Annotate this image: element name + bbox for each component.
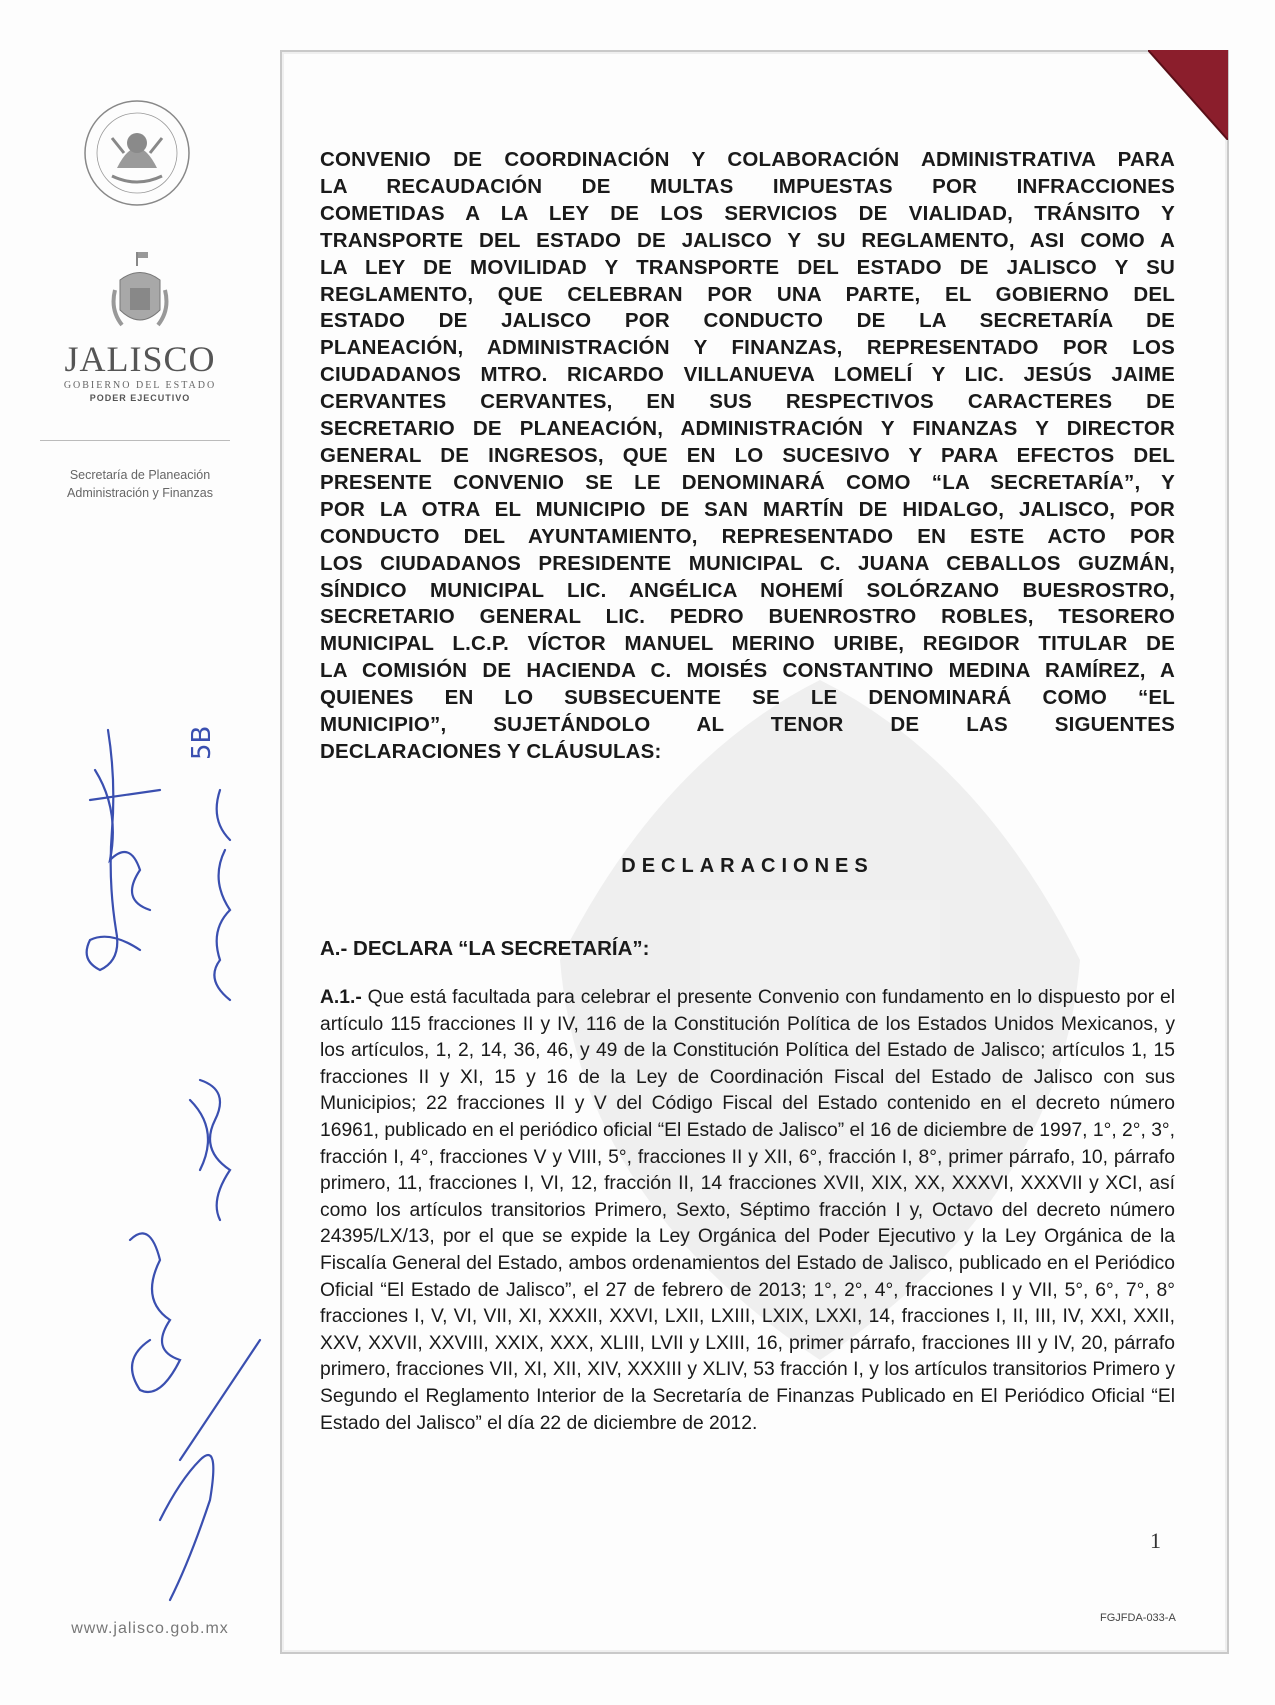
document-code: FGJFDA-033-A bbox=[1100, 1612, 1176, 1624]
secretaria-line-2: Administración y Finanzas bbox=[67, 486, 213, 500]
corner-accent-icon bbox=[1148, 50, 1228, 140]
title-line: ESTADO DE JALISCO POR CONDUCTO DE LA SECRETARÍA DE bbox=[320, 309, 1175, 333]
brand-name: JALISCO bbox=[64, 339, 216, 379]
declarations-heading: DECLARACIONES bbox=[621, 855, 874, 877]
agreement-title bbox=[320, 147, 1175, 766]
title-line: LOS CIUDADANOS PRESIDENTE MUNICIPAL C. JUANA CEBALLOS GUZMÁN, bbox=[320, 551, 1175, 575]
paragraph-a1 bbox=[320, 985, 1175, 1437]
title-line: SECRETARIO GENERAL LIC. PEDRO BUENROSTRO ROBLES, TESORERO bbox=[320, 605, 1175, 629]
sidebar-divider bbox=[40, 440, 230, 441]
section-a-heading: A.- DECLARA “LA SECRETARÍA”: bbox=[320, 937, 650, 960]
brand-subtitle: GOBIERNO DEL ESTADO bbox=[63, 380, 217, 391]
handwritten-signatures bbox=[60, 700, 270, 1620]
title-line: REGLAMENTO, QUE CELEBRAN POR UNA PARTE, EL GOBIERNO DEL bbox=[320, 282, 1175, 306]
title-line: PLANEACIÓN, ADMINISTRACIÓN Y FINANZAS, REPRESENTADO POR LOS bbox=[320, 336, 1175, 360]
title-line: COMETIDAS A LA LEY DE LOS SERVICIOS DE VIALIDAD, TRÁNSITO Y bbox=[320, 201, 1175, 225]
page-number: 1 bbox=[1150, 1528, 1161, 1553]
title-line: MUNICIPIO”, SUJETÁNDOLO AL TENOR DE LAS SIGUENTES bbox=[320, 713, 1175, 737]
title-line: SÍNDICO MUNICIPAL LIC. ANGÉLICA NOHEMÍ SOLÓRZANO BUESROSTRO, bbox=[320, 578, 1175, 602]
sidebar bbox=[0, 0, 245, 1705]
secretaria-line-1: Secretaría de Planeación bbox=[69, 468, 211, 482]
margin-note: 5B bbox=[187, 725, 217, 760]
website-url: www.jalisco.gob.mx bbox=[71, 1620, 229, 1637]
title-line: LA RECAUDACIÓN DE MULTAS IMPUESTAS POR INFRACCIONES bbox=[320, 174, 1175, 198]
title-line: CIUDADANOS MTRO. RICARDO VILLANUEVA LOMELÍ Y LIC. JESÚS JAIME bbox=[320, 363, 1175, 387]
brand-subtitle-2: PODER EJECUTIVO bbox=[89, 393, 191, 403]
secretaria-label bbox=[40, 466, 240, 502]
paragraph-a1-text: Que está facultada para celebrar el presente Convenio con fundamento en lo dispuesto por el artículo 115 fracciones II y IV, 116 de la Constitución Política de los Estados Unidos Mexicanos, y los artículos, 1, 2, 14, 36, 46, y 49 de la Constitución Política del Estado de Jalisco; artículos 1, 15 fracciones II y XI, 15 y 16 de la Ley de Coordinación Fiscal del Estado de Jalisco con sus Municipios; 22 fracciones II y V del Código Fiscal del Estado contenido en el decreto número 16961, publicado en el periódico oficial “El Estado de Jalisco” el 16 de diciembre de 1997, 1°, 2°, 3°, fracción I, 4°, fracciones V y VIII, 5°, fracciones II y XII, 6°, fracción I, 8°, primer párrafo, 10, párrafo primero, 11, fracciones I, VI, 12, fracción II, 14 fracciones XVII, XIX, XX, XXXVI, XXXVII y XCI, así como los artículos transitorios Primero, Sexto, Séptimo fracción I y, Octavo del decreto número 24395/LX/13, por el que se expide la Ley Orgánica del Poder Ejecutivo y la Ley Orgánica de la Fiscalía General del Estado, ambos ordenamientos del Estado de Jalisco, publicado en el Periódico Oficial “El Estado de Jalisco”, el 27 de febrero de 2013; 1°, 2°, 4°, fracciones I y VII, 5°, 6°, 7°, 8° fracciones I, V, VI, VII, XI, XXXII, XXVI, LXII, LXIII, LXIX, LXXI, 14, fracciones I, II, III, IV, XXI, XXII, XXV, XXVII, XXVIII, XXIX, XXX, XLIII, LVII y LXIII, 16, primer párrafo, fracciones III y IV, 20, párrafo primero, fracciones VII, XI, XII, XIV, XXXIII y XLIV, 53 fracción I, y los artículos transitorios Primero y Segundo el Reglamento Interior de la Secretaría de Finanzas Publicado en El Periódico Oficial “El Estado del Jalisco” el día 22 de diciembre de 2012. bbox=[320, 987, 1175, 1434]
paragraph-a1-label: A.1.- bbox=[320, 987, 362, 1008]
title-line: DECLARACIONES Y CLÁUSULAS: bbox=[320, 739, 662, 763]
title-line: LA LEY DE MOVILIDAD Y TRANSPORTE DEL ESTADO DE JALISCO Y SU bbox=[320, 255, 1175, 279]
title-line: SECRETARIO DE PLANEACIÓN, ADMINISTRACIÓN Y FINANZAS Y DIRECTOR bbox=[320, 417, 1175, 441]
title-line: CONDUCTO DEL AYUNTAMIENTO, REPRESENTADO EN ESTE ACTO POR bbox=[320, 524, 1175, 548]
title-line: TRANSPORTE DEL ESTADO DE JALISCO Y SU REGLAMENTO, ASI COMO A bbox=[320, 228, 1175, 252]
jalisco-crest-icon bbox=[110, 250, 170, 340]
title-line: CERVANTES CERVANTES, EN SUS RESPECTIVOS CARACTERES DE bbox=[320, 390, 1175, 414]
title-line: PRESENTE CONVENIO SE LE DENOMINARÁ COMO “LA SECRETARÍA”, Y bbox=[320, 470, 1175, 494]
title-line: LA COMISIÓN DE HACIENDA C. MOISÉS CONSTANTINO MEDINA RAMÍREZ, A bbox=[320, 659, 1175, 683]
title-line: CONVENIO DE COORDINACIÓN Y COLABORACIÓN ADMINISTRATIVA PARA bbox=[320, 148, 1175, 171]
title-line: MUNICIPAL L.C.P. VÍCTOR MANUEL MERINO URIBE, REGIDOR TITULAR DE bbox=[320, 632, 1175, 656]
title-line: GENERAL DE INGRESOS, QUE EN LO SUCESIVO Y PARA EFECTOS DEL bbox=[320, 443, 1175, 467]
title-line: QUIENES EN LO SUBSECUENTE SE LE DENOMINARÁ COMO “EL bbox=[320, 686, 1175, 710]
mexico-seal-icon bbox=[82, 98, 192, 208]
title-line: POR LA OTRA EL MUNICIPIO DE SAN MARTÍN DE HIDALGO, JALISCO, POR bbox=[320, 497, 1175, 521]
